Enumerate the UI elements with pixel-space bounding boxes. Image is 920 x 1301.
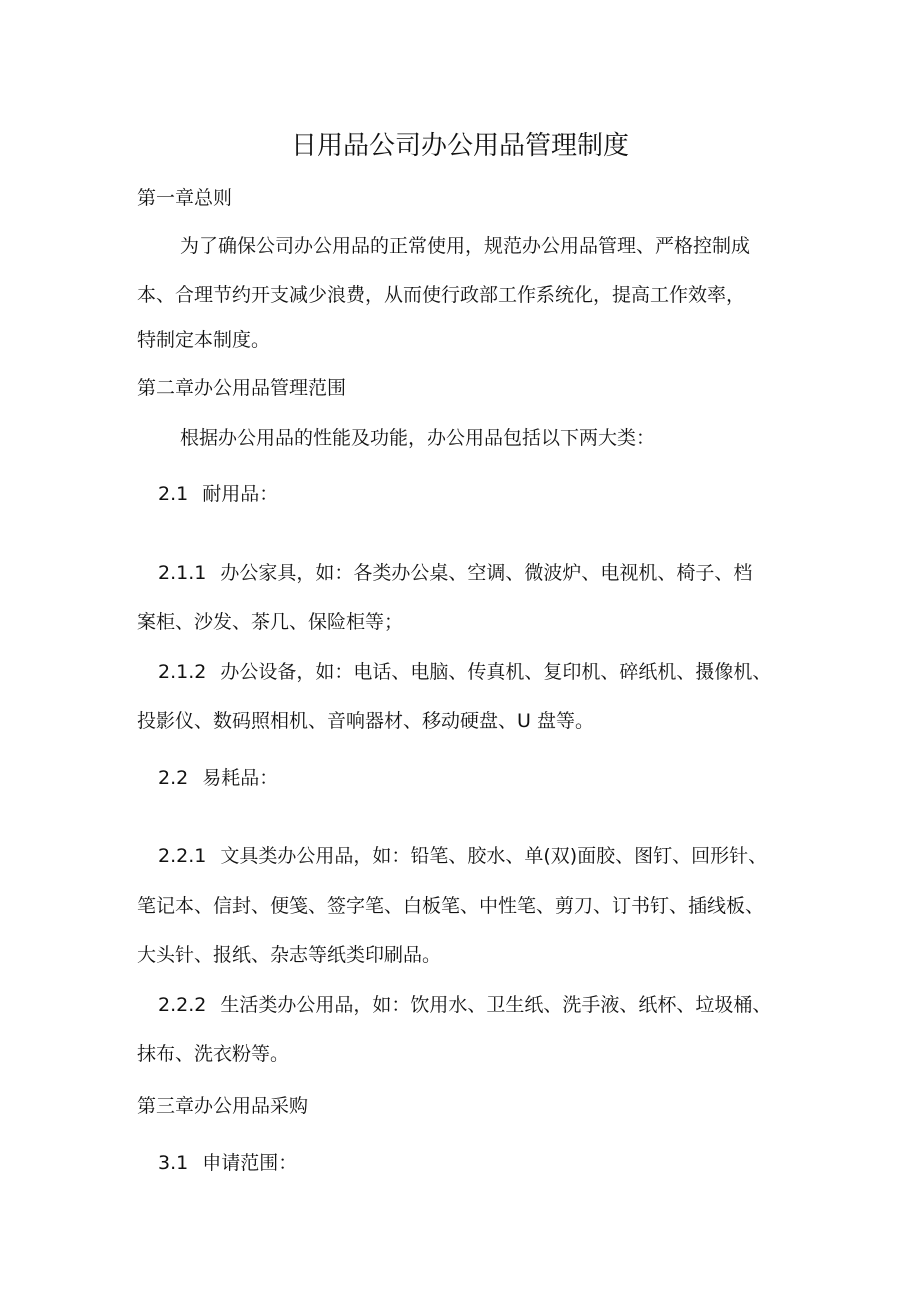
section-text: 文具类办公用品，如：铅笔、胶水、单(双)面胶、图钉、回形针、 [220,845,768,867]
section-2-2-2-line-1 [158,993,771,1017]
section-2-1-2-line-2: 投影仪、数码照相机、音响器材、移动硬盘、U 盘等。 [137,710,594,732]
section-text: 生活类办公用品，如：饮用水、卫生纸、洗手液、纸杯、垃圾桶、 [220,994,772,1016]
section-text: 办公家具，如：各类办公桌、空调、微波炉、电视机、椅子、档 [220,562,753,584]
section-2-2-1-line-1 [158,844,767,868]
chapter-1-para-line-3: 特制定本制度。 [137,329,271,351]
section-number: 2.1.2 [158,661,207,683]
section-2-1 [158,482,278,506]
chapter-1-para-line-2: 本、合理节约开支减少浪费，从而使行政部工作系统化，提高工作效率， [137,284,746,306]
chapter-1-heading: 第一章总则 [137,187,233,209]
section-text: 申请范围： [202,1152,298,1174]
chapter-2-intro: 根据办公用品的性能及功能，办公用品包括以下两大类： [180,427,656,449]
section-number: 2.2.2 [158,994,207,1016]
section-number: 2.1 [158,483,189,505]
section-number: 2.1.1 [158,562,207,584]
section-2-2 [158,766,278,790]
section-2-2-1-line-2: 笔记本、信封、便笺、签字笔、白板笔、中性笔、剪刀、订书钉、插线板、 [137,895,765,917]
section-number: 2.2.1 [158,845,207,867]
section-2-2-2-line-2: 抹布、洗衣粉等。 [137,1043,290,1065]
section-2-2-1-line-3: 大头针、报纸、杂志等纸类印刷品。 [137,944,442,966]
section-number: 3.1 [158,1152,189,1174]
section-text: 耐用品： [202,483,279,505]
section-text: 易耗品： [202,767,279,789]
section-3-1 [158,1151,297,1175]
chapter-2-heading: 第二章办公用品管理范围 [137,377,347,399]
section-2-1-1-line-2: 案柜、沙发、茶几、保险柜等； [137,611,404,633]
chapter-1-para-line-1: 为了确保公司办公用品的正常使用，规范办公用品管理、严格控制成 [180,235,751,257]
section-2-1-1-line-1 [158,561,752,585]
section-text: 办公设备，如：电话、电脑、传真机、复印机、碎纸机、摄像机、 [220,661,772,683]
chapter-3-heading: 第三章办公用品采购 [137,1095,309,1117]
section-2-1-2-line-1 [158,660,771,684]
document-title: 日用品公司办公用品管理制度 [290,131,629,161]
section-number: 2.2 [158,767,189,789]
